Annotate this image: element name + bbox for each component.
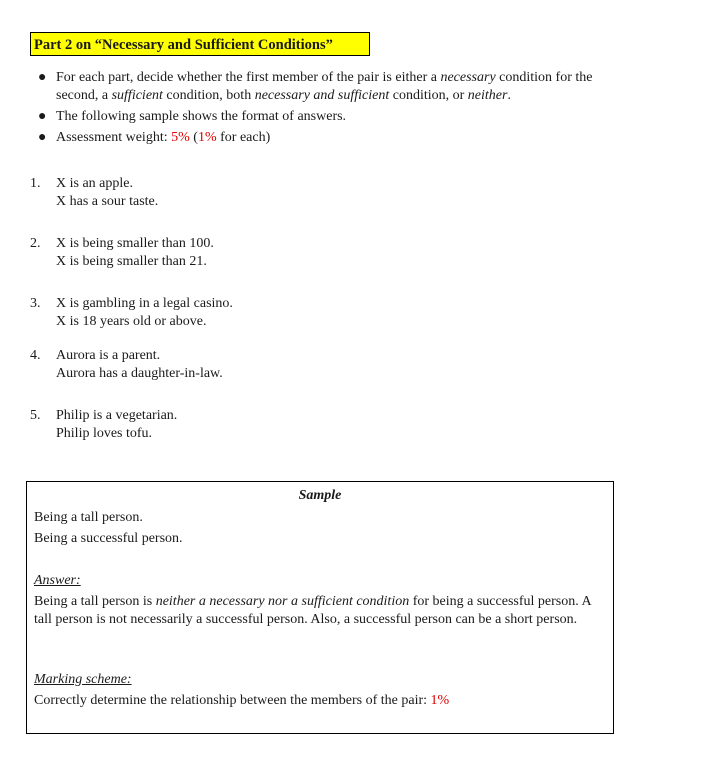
answer-label: Answer:	[34, 573, 81, 588]
instruction-item: ● Assessment weight: 5% (1% for each)	[38, 130, 271, 145]
answer-text: Being a tall person is neither a necessary nor a sufficient condition for being a successful person. A tall person is not necessarily a successful person. Also, a successful person can be a short person.	[34, 594, 591, 627]
sample-box	[26, 481, 614, 734]
sample-pair-first: Being a tall person.	[34, 510, 143, 525]
part-title: Part 2 on “Necessary and Sufficient Conditions”	[30, 32, 370, 56]
marking-label: Marking scheme:	[34, 672, 132, 687]
instruction-item: ● The following sample shows the format of answers.	[38, 109, 347, 124]
bullet-icon: ●	[38, 70, 47, 85]
question-item: 1. X is an apple. X has a sour taste.	[30, 176, 159, 209]
bullet-icon: ●	[38, 130, 47, 145]
sample-pair-second: Being a successful person.	[34, 531, 183, 546]
instruction-item: ● For each part, decide whether the first member of the pair is either a necessary condition for the second, a sufficient condition, both necessary and sufficient condition, or neither.	[38, 70, 593, 103]
marking-text: Correctly determine the relationship between the members of the pair: 1%	[34, 693, 450, 708]
sample-heading: Sample	[298, 488, 342, 503]
bullet-icon: ●	[38, 109, 47, 124]
question-item: 4. Aurora is a parent. Aurora has a daughter-in-law.	[30, 348, 223, 381]
question-item: 2. X is being smaller than 100. X is being smaller than 21.	[30, 236, 214, 269]
instructions-list	[38, 69, 638, 150]
question-item: 3. X is gambling in a legal casino. X is 18 years old or above.	[30, 296, 233, 329]
question-item: 5. Philip is a vegetarian. Philip loves tofu.	[30, 408, 178, 441]
